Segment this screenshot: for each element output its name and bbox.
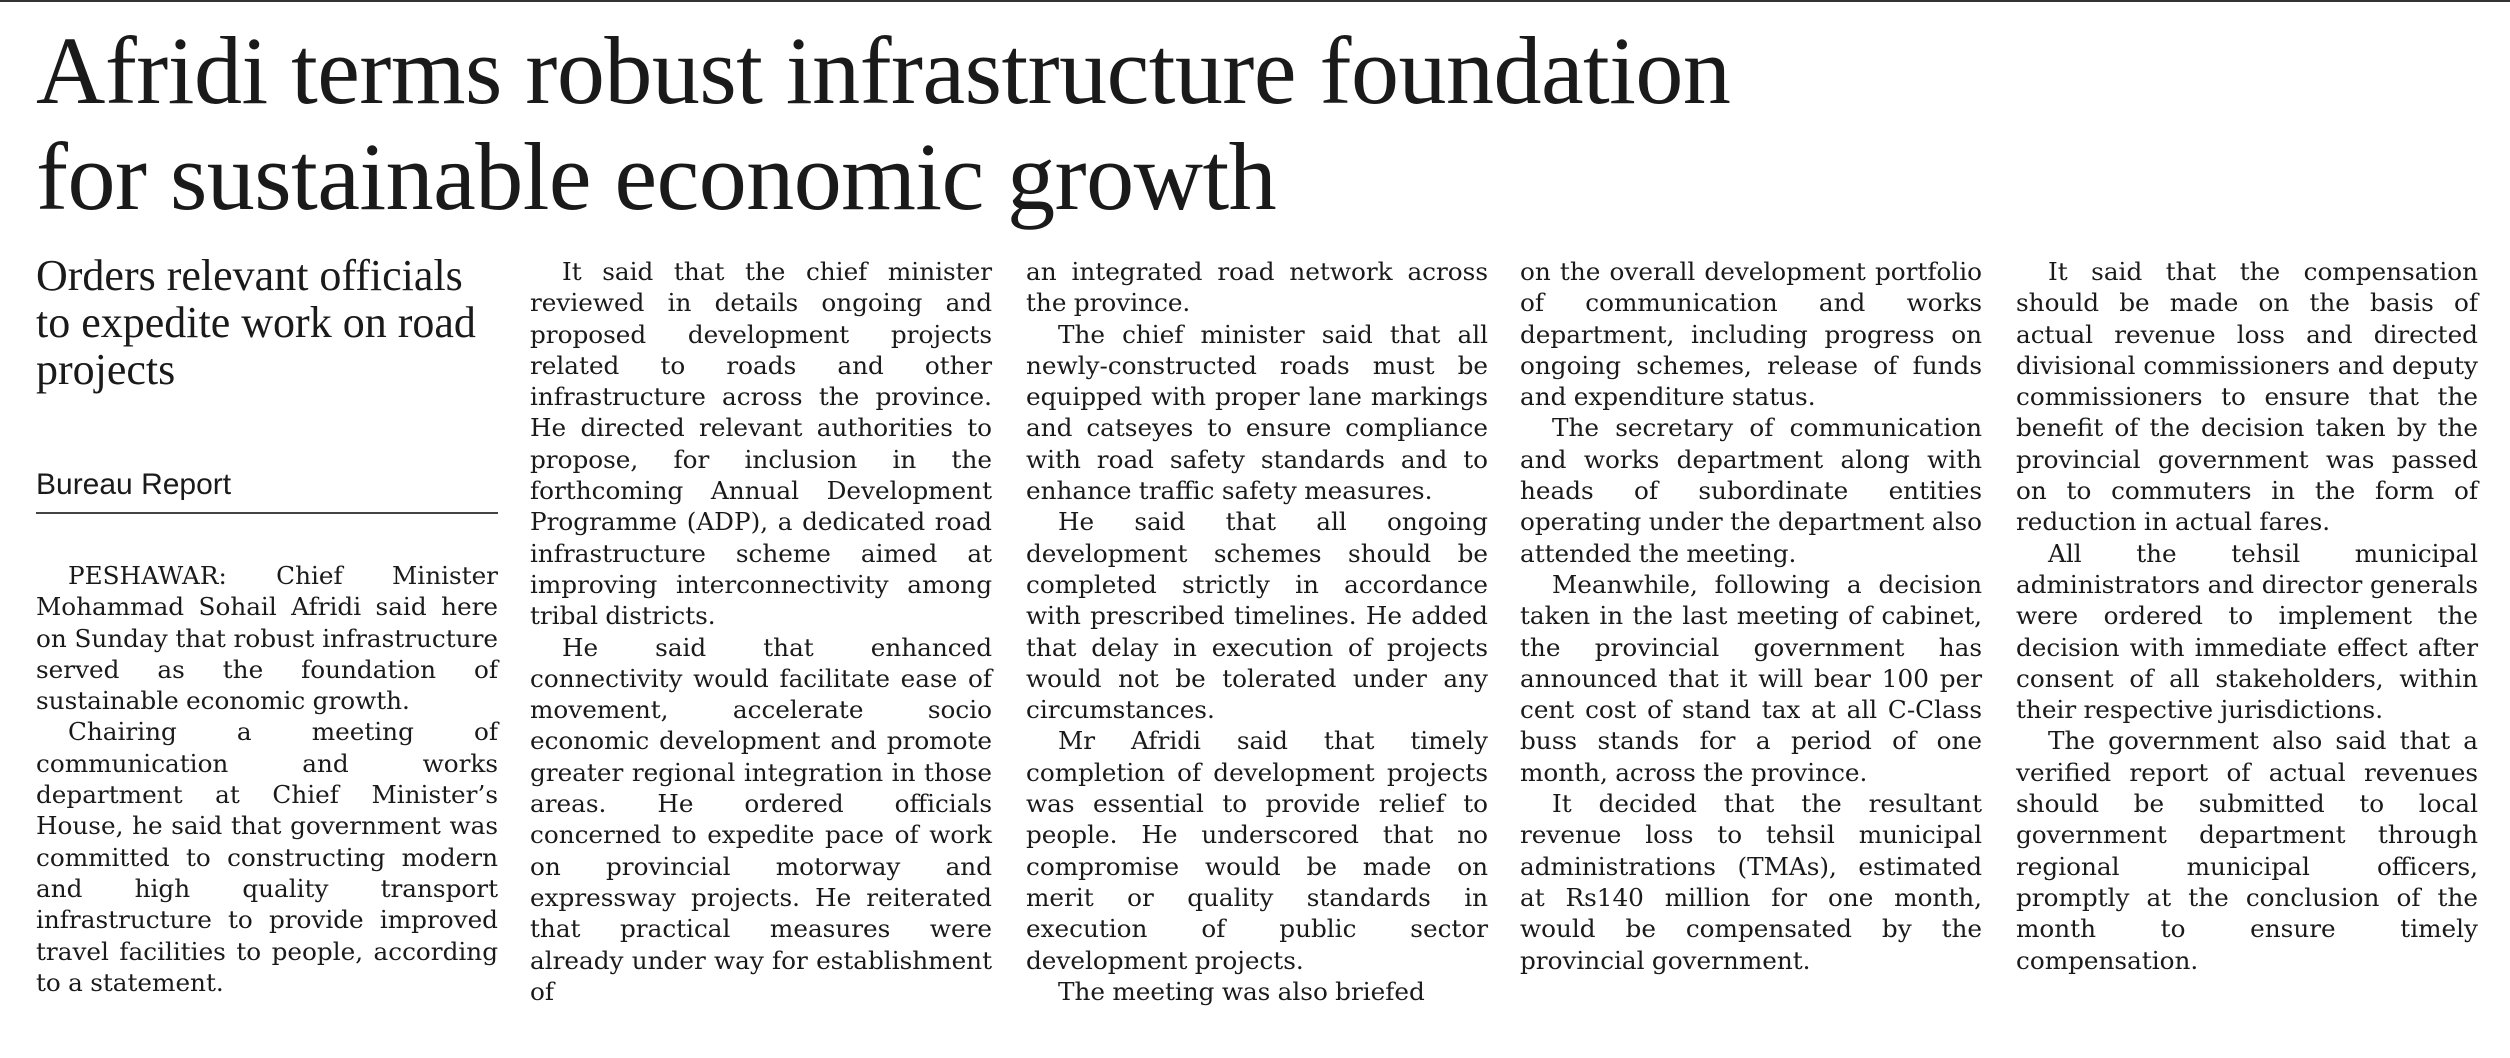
headline-line-1: Afridi terms robust infrastructure foundation <box>36 17 1731 124</box>
article-paragraph: It decided that the resultant revenue loss to tehsil municipal administrations (TMAs), estimated at Rs140 million for one month, would be compensated by the provincial government. <box>1520 789 1982 975</box>
article-paragraph: Chairing a meeting of communication and works department at Chief Minister’s House, he said that government was committed to constructing modern and high quality transport infrastructure to provide improved travel facilities to people, according to a statement. <box>36 717 498 997</box>
article-column-2 <box>530 256 992 1007</box>
article-paragraph: PESHAWAR: Chief Minister Mohammad Sohail Afridi said here on Sunday that robust infrastructure served as the foundation of sustainable economic growth. <box>36 561 498 716</box>
article-column-5 <box>2016 256 2478 976</box>
headline-line-2: for sustainable economic growth <box>36 123 1277 230</box>
article-paragraph: Mr Afridi said that timely completion of development projects was essential to provide relief to people. He underscored that no compromise would be made on merit or quality standards in execution of public sector development projects. <box>1026 726 1488 975</box>
article-paragraph: It said that the chief minister reviewed in details ongoing and proposed development projects related to roads and other infrastructure across the province. He directed relevant authorities to propose, for inclusion in the forthcoming Annual Development Programme (ADP), a dedicated road infrastructure scheme aimed at improving interconnectivity among tribal districts. <box>530 257 992 631</box>
article-paragraph: The government also said that a verified report of actual revenues should be submitted to local government department through regional municipal officers, promptly at the conclusion of the month to ensure timely compensation. <box>2016 726 2478 975</box>
article-paragraph: It said that the compensation should be made on the basis of actual revenue loss and directed divisional commissioners and deputy commissioners to ensure that the benefit of the decision taken by the provincial government was passed on to commuters in the form of reduction in actual fares. <box>2016 257 2478 537</box>
article-paragraph: on the overall development portfolio of communication and works department, including progress on ongoing schemes, release of funds and expenditure status. <box>1520 257 1982 412</box>
top-rule <box>0 0 2510 2</box>
article-paragraph: The secretary of communication and works department along with heads of subordinate entities operating under the department also attended the meeting. <box>1520 413 1982 568</box>
article-paragraph: The chief minister said that all newly-constructed roads must be equipped with proper lane markings and catseyes to ensure compliance with road safety standards and to enhance traffic safety measures. <box>1026 319 1488 506</box>
article-paragraph: Meanwhile, following a decision taken in the last meeting of cabinet, the provincial government has announced that it will bear 100 per cent cost of stand tax at all C-Class buss stands for a period of one month, across the province. <box>1520 569 1982 787</box>
byline: Bureau Report <box>36 468 232 501</box>
article-column-4 <box>1520 256 1982 976</box>
article-paragraph: an integrated road network across the province. <box>1026 257 1488 318</box>
subheadline: Orders relevant officials to expedite work on road projects <box>36 251 476 394</box>
byline-divider <box>36 512 498 514</box>
article-column-3 <box>1026 256 1488 1007</box>
article-paragraph: The meeting was also briefed <box>1058 976 1425 1006</box>
headline <box>36 18 2476 230</box>
article-paragraph: All the tehsil municipal administrators and director generals were ordered to implement the decision with immediate effect after consent of all stakeholders, within their respective jurisdictions. <box>2016 538 2478 725</box>
article-column-1 <box>36 560 498 998</box>
article-paragraph: He said that all ongoing development schemes should be completed strictly in accordance with prescribed timelines. He added that delay in execution of projects would not be tolerated under any circumstances. <box>1026 507 1488 725</box>
article-paragraph: He said that enhanced connectivity would facilitate ease of movement, accelerate socio economic development and promote greater regional integration in those areas. He ordered officials concerned to expedite pace of work on provincial motorway and expressway projects. He reiterated that practical measures were already under way for establishment of <box>530 632 992 1006</box>
